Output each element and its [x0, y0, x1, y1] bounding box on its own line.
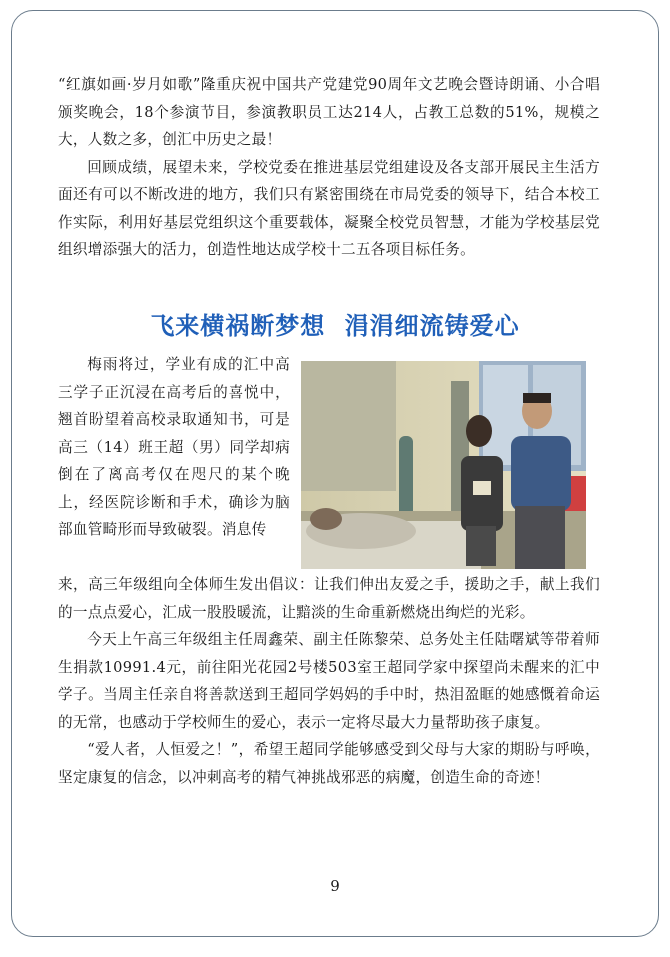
paragraph-review: 回顾成绩，展望未来，学校党委在推进基层党组建设及各支部开展民主生活方面还有可以不断改进的地方，我们只有紧密围绕在市局党委的领导下，结合本校工作实际，利用好基层党组织这个重要载体，凝聚全校党员智慧，才能为学校基层党组织增添强大的活力，创造性地达成学校十二五各项目标任务。 [58, 158, 600, 258]
hospital-visit-photo [301, 361, 586, 569]
paragraph-closing: “爱人者，人恒爱之！”，希望王超同学能够感受到父母与大家的期盼与呼唤，坚定康复的信念，以冲刺高考的精气神挑战邪恶的病魔，创造生命的奇迹！ [58, 741, 600, 786]
photo-illustration [301, 361, 586, 569]
top-text-block [58, 71, 600, 264]
document-page [11, 10, 659, 937]
page-number: 9 [330, 877, 340, 895]
paragraph-donation: 今天上午高三年级组主任周鑫荣、副主任陈黎荣、总务处主任陆曙斌等带着师生捐款10991.4元，前往阳光花园2号楼503室王超同学家中探望尚未醒来的汇中学子。当周主任亲自将善款送到王超同学妈妈的手中时，热泪盈眶的她感慨着命运的无常，也感动于学校师生的爱心，表示一定将尽最大力量帮助孩子康复。 [58, 631, 600, 731]
article-intro [58, 351, 290, 544]
paragraph-intro: 梅雨将过，学业有成的汇中高三学子正沉浸在高考后的喜悦中，翘首盼望着高校录取通知书，可是高三（14）班王超（男）同学却病倒在了离高考仅在咫尺的某个晚上，经医院诊断和手术，确诊为脑部血管畸形而导致破裂。消息传 [58, 356, 290, 538]
paragraph-celebration: “红旗如画·岁月如歌”隆重庆祝中国共产党建党90周年文艺晚会暨诗朗诵、小合唱颁奖晚会，18个参演节目，参演教职员工达214人，占教工总数的51%，规模之大，人数之多，创汇中历史之最！ [58, 76, 600, 148]
article-body [58, 571, 600, 791]
paragraph-intro-continued: 来，高三年级组向全体师生发出倡议：让我们伸出友爱之手，援助之手，献上我们的一点点爱心，汇成一股股暖流，让黯淡的生命重新燃烧出绚烂的光彩。 [58, 576, 600, 621]
article-title: 飞来横祸断梦想 涓涓细流铸爱心 [150, 312, 520, 340]
